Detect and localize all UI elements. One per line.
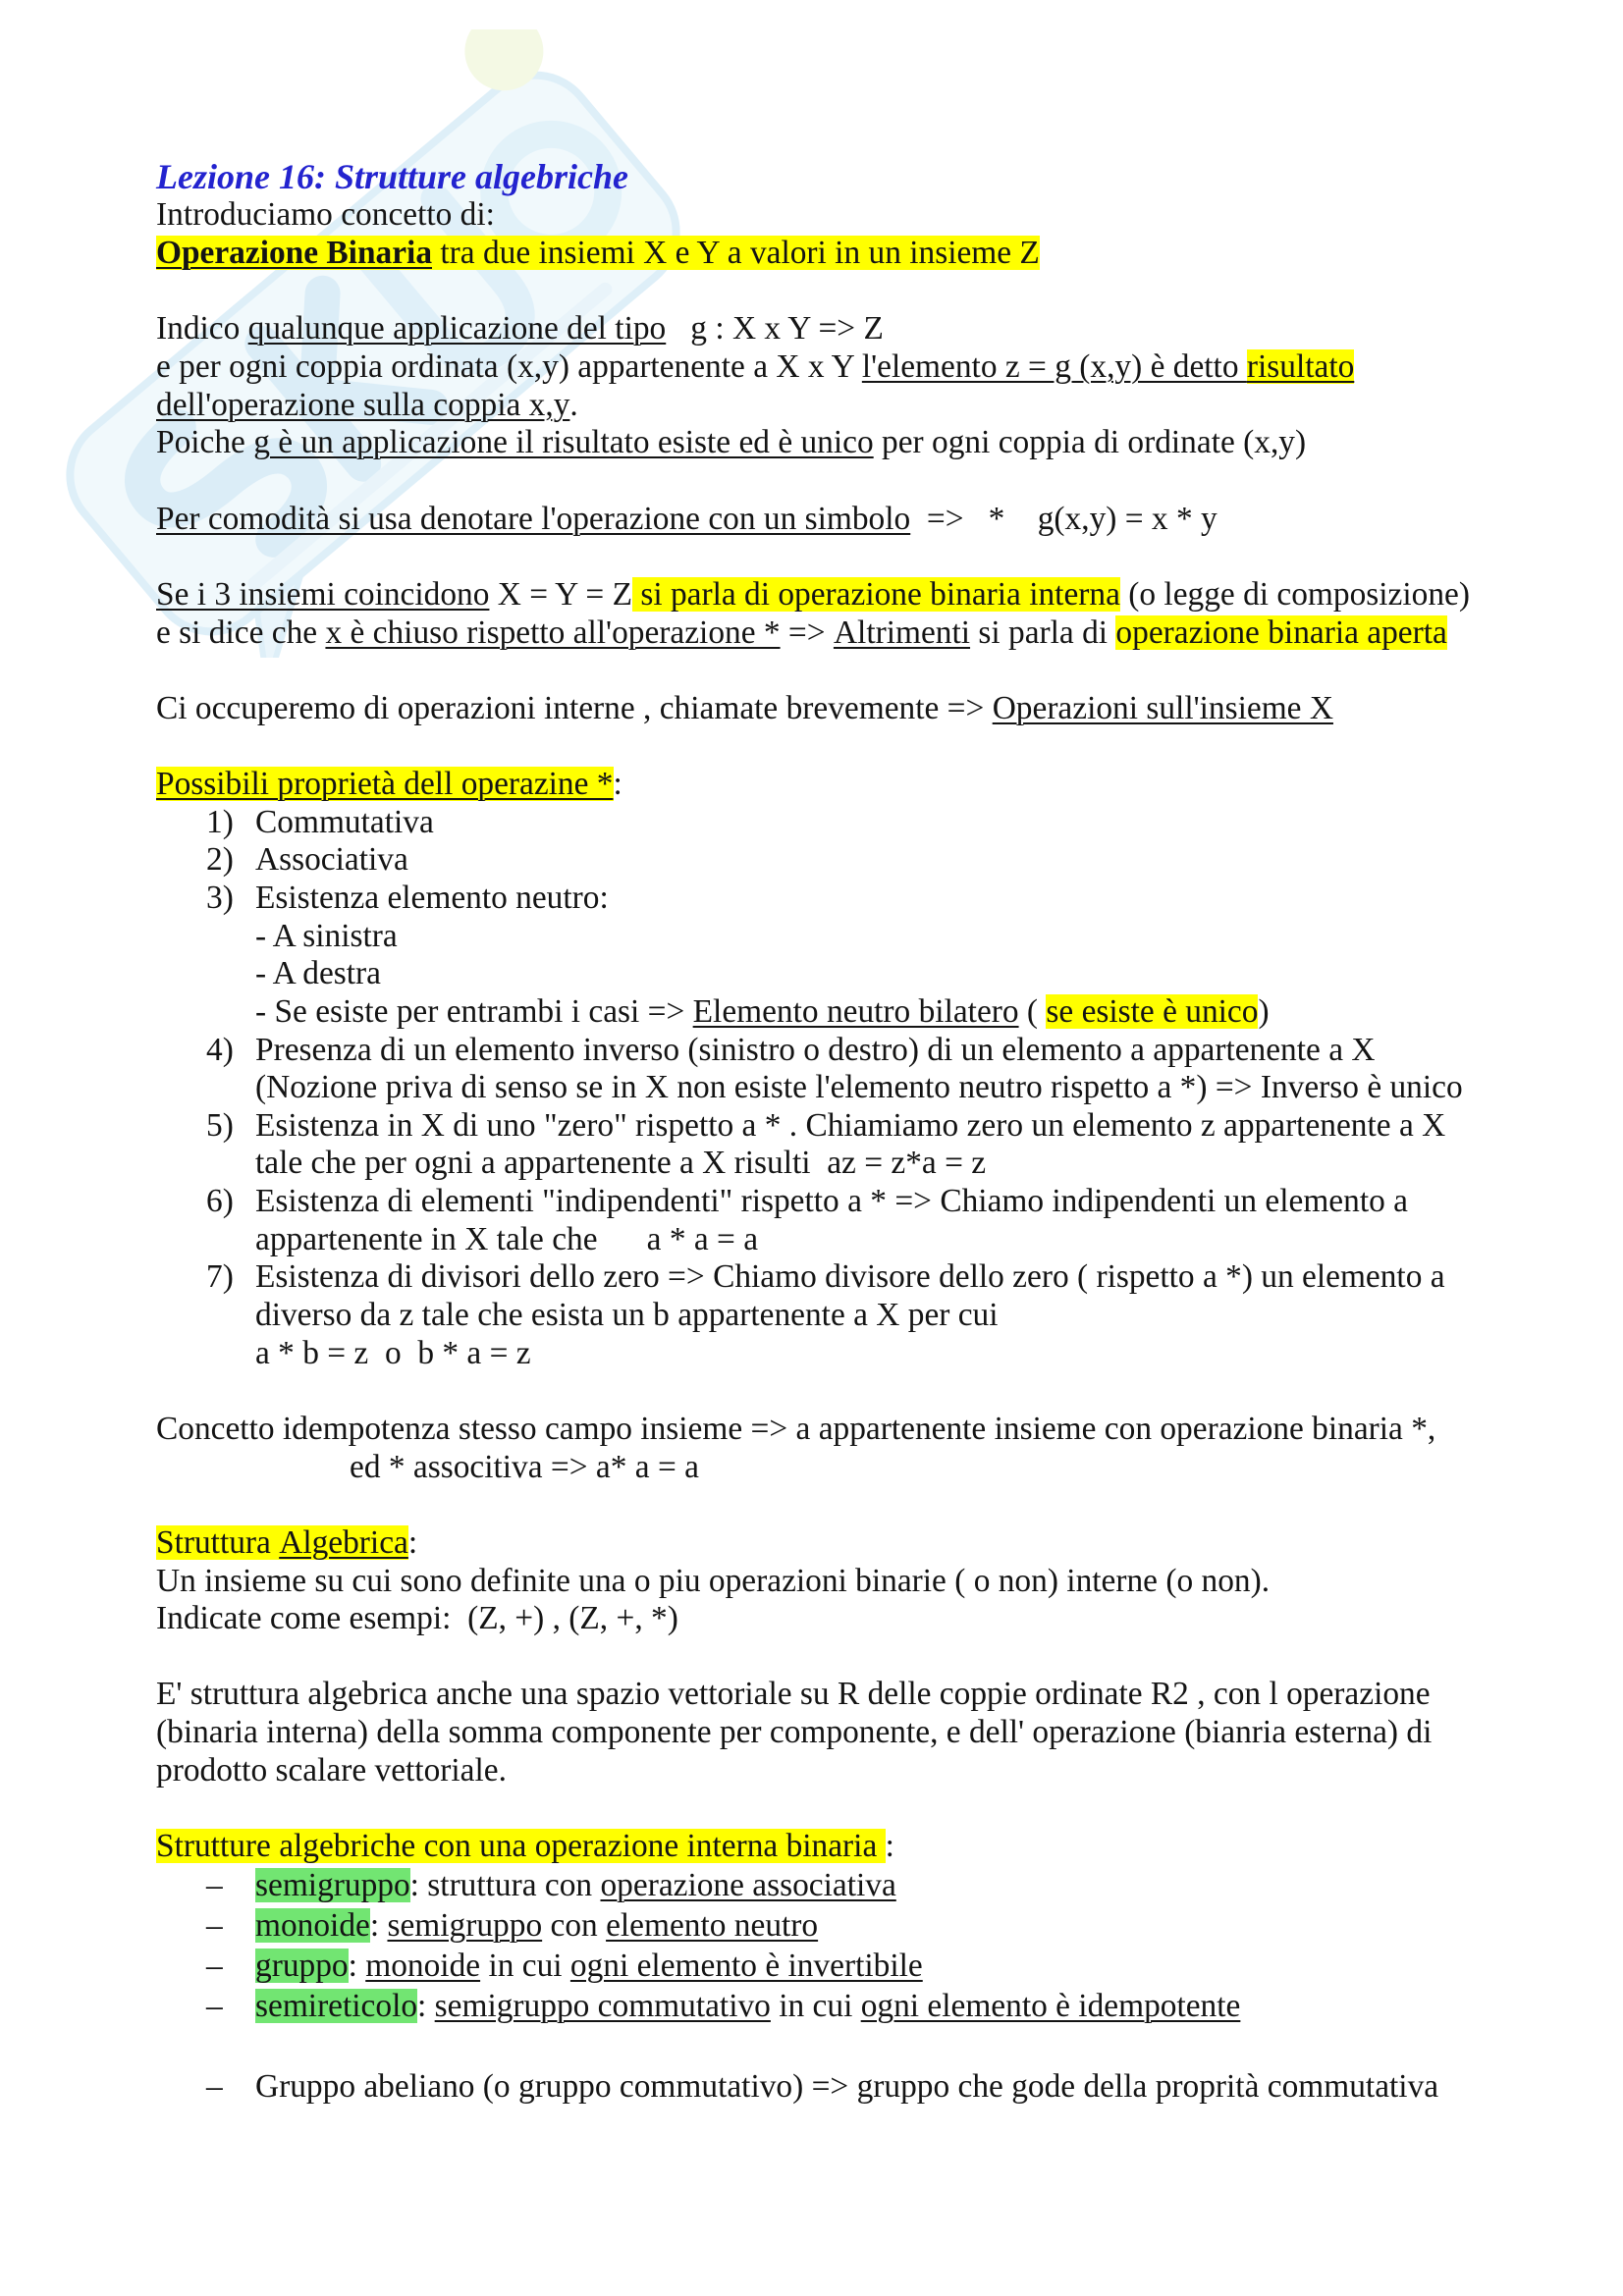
item-text: Esistenza in X di uno "zero" rispetto a * . Chiamiamo zero un elemento z appartenente a X [255,1106,1446,1144]
item-text: Associativa [255,841,408,879]
spacer [156,1372,1470,1411]
internal-text: X = Y = Z [489,575,632,613]
spacer [156,1789,1470,1828]
item-number: 7) [206,1258,234,1296]
property-item-1 [156,803,1470,841]
notation-line [156,500,1470,538]
item-text: Esistenza di elementi "indipendenti" rispetto a * => Chiamo indipendenti un elemento a [255,1183,1408,1220]
bilateral-neutral-term: Elemento neutro bilatero [692,992,1019,1030]
vector-space-line-1 [156,1676,1470,1714]
structure-item-group [156,1946,1470,1986]
structure-emphasis: ogni elemento è invertibile [569,1947,923,1984]
property-item-6 [156,1182,1470,1220]
bullet-dash: – [206,2067,223,2105]
structure-item-semilattice [156,1986,1470,2026]
property-item-3 [156,879,1470,917]
lesson-title: Lezione 16: Strutture algebriche [156,156,629,196]
idempotence-text: Concetto idempotenza stesso campo insieme => a appartenente insieme con operazione binaria *, [156,1410,1436,1447]
item-text: Esistenza di divisori dello zero => Chiamo divisore dello zero ( rispetto a *) un elemento a [255,1258,1445,1296]
bullet-dash: – [206,1947,223,1984]
definition-text: e per ogni coppia ordinata (x,y) appartenente a X x Y [156,348,862,386]
spacer [156,537,1470,575]
paragraph-text: prodotto scalare vettoriale. [156,1751,507,1789]
spacer [156,272,1470,310]
structure-term: gruppo [255,1947,349,1984]
heading-suffix: : [885,1828,894,1864]
algebraic-structure-heading [156,1523,1470,1562]
item-text: (Nozione priva di senso se in X non esiste l'elemento neutro rispetto a *) => Inverso è unico [255,1069,1463,1106]
definition-line-4 [156,423,1470,461]
scope-text: Ci occuperemo di operazioni interne , chiamate brevemente => [156,689,993,726]
item-text: Esistenza elemento neutro: [255,879,609,916]
vector-space-line-2 [156,1713,1470,1751]
algebraic-structure-line-2 [156,1599,1470,1637]
property-continuation [156,1220,1470,1258]
property-continuation [156,1334,1470,1372]
structure-item-monoid [156,1905,1470,1946]
definition-text: . [569,386,578,423]
structure-term: semireticolo [255,1987,418,2024]
property-subitem [156,917,1470,955]
structure-emphasis: ogni elemento è idempotente [860,1987,1241,2024]
internal-text: (o legge di composizione) [1119,575,1470,613]
subitem-text: - A destra [255,955,381,992]
subitem-text: ) [1258,992,1270,1030]
item-number: 5) [206,1106,234,1144]
internal-text: si parla di [970,614,1116,651]
item-text: Presenza di un elemento inverso (sinistro o destro) di un elemento a appartenente a X [255,1031,1376,1068]
paragraph-text: (binaria interna) della somma componente per componente, e dell' operazione (bianria esterna) di [156,1714,1433,1751]
definition-line-2 [156,347,1470,386]
spacer [156,651,1470,689]
internal-operation-term: si parla di operazione binaria interna [631,575,1120,613]
definition-text: per ogni coppia di ordinate (x,y) [873,424,1307,461]
spacer [156,2026,1470,2066]
structure-text: : [348,1947,366,1984]
structure-emphasis: elemento neutro [606,1906,819,1944]
property-continuation [156,1068,1470,1106]
binary-operation-description: tra due insiemi X e Y a valori in un insieme Z [432,235,1040,272]
internal-operation-line-1 [156,575,1470,614]
property-item-2 [156,841,1470,880]
result-term: risultato [1246,348,1355,386]
vector-space-line-3 [156,1751,1470,1789]
title-line [156,158,1470,196]
bullet-dash: – [206,1866,223,1903]
structure-text: in cui [770,1987,861,2024]
notation-formula: => * g(x,y) = x * y [910,500,1217,537]
item-formula: a * b = z o b * a = z [255,1334,531,1371]
definition-text: Poiche [156,424,254,461]
structure-item-semigroup [156,1865,1470,1905]
structure-item-abelian [156,2066,1470,2107]
definition-formula: g : X x Y => Z [666,310,884,347]
document-body [156,158,1470,2107]
item-text: tale che per ogni a appartenente a X risulti az = z*a = z [255,1145,987,1182]
internal-condition: Se i 3 insiemi coincidono [156,575,490,613]
paragraph-text: Indicate come esempi: (Z, +) , (Z, +, *) [156,1600,678,1637]
bullet-dash: – [206,1906,223,1944]
properties-heading-suffix: : [613,766,622,803]
heading-suffix: : [407,1523,418,1561]
structure-emphasis: monoide [365,1947,481,1984]
properties-heading-text: Possibili proprietà dell operazine * [156,766,614,803]
subitem-text: ( [1018,992,1047,1030]
structure-text: : [369,1906,388,1944]
property-subitem [156,954,1470,992]
definition-line-3 [156,386,1470,424]
paragraph-text: E' struttura algebrica anche una spazio vettoriale su R delle coppie ordinate R2 , con l operazione [156,1676,1431,1713]
structure-emphasis: operazione associativa [600,1866,896,1903]
item-number: 3) [206,879,234,916]
property-continuation [156,1296,1470,1334]
item-number: 2) [206,841,234,879]
property-item-5 [156,1106,1470,1145]
internal-text: => [780,614,834,651]
structure-term: monoide [255,1906,370,1944]
structure-text: con [542,1906,607,1944]
scope-emphasis: Operazioni sull'insieme X [992,689,1333,726]
spacer [156,1485,1470,1523]
scope-line [156,689,1470,727]
subitem-text: - A sinistra [255,917,398,954]
paragraph-text: Un insieme su cui sono definite una o piu operazioni binarie ( o non) interne (o non). [156,1562,1271,1599]
otherwise-word: Altrimenti [833,614,971,651]
binary-operation-line [156,234,1470,272]
item-number: 1) [206,803,234,840]
heading-text: Algebrica [279,1523,408,1561]
definition-emphasis: qualunque applicazione del tipo [247,310,667,347]
property-subitem [156,992,1470,1031]
structure-term: semigruppo [255,1866,410,1903]
spacer [156,1637,1470,1676]
structure-emphasis: semigruppo [387,1906,543,1944]
open-operation-term: operazione binaria aperta [1115,614,1447,651]
property-item-7 [156,1258,1470,1297]
single-op-structures-heading [156,1827,1470,1865]
algebraic-structure-line-1 [156,1562,1470,1600]
bullet-dash: – [206,1987,223,2024]
item-number: 6) [206,1183,234,1220]
heading-text: Strutture algebriche con una operazione interna binaria [156,1828,886,1864]
notation-emphasis: Per comodità si usa denotare l'operazione con un simbolo [156,500,911,537]
structure-text: : struttura con [409,1866,601,1903]
structure-text: in cui [480,1947,570,1984]
binary-operation-term: Operazione Binaria [156,235,433,272]
structure-emphasis: semigruppo commutativo [434,1987,771,2024]
intro-line [156,196,1470,235]
item-text: appartenente in X tale che a * a = a [255,1220,759,1257]
item-text: diverso da z tale che esista un b appartenente a X per cui [255,1297,999,1334]
idempotence-line-1 [156,1410,1470,1448]
structure-text: Gruppo abeliano (o gruppo commutativo) => gruppo che gode della proprità commutativa [255,2067,1439,2105]
idempotence-line-2 [156,1448,1470,1486]
item-text: Commutativa [255,803,434,840]
closure-statement: x è chiuso rispetto all'operazione * [325,614,781,651]
item-number: 4) [206,1031,234,1068]
uniqueness-note: se esiste è unico [1046,992,1259,1030]
internal-operation-line-2 [156,614,1470,652]
definition-text: Indico [156,310,248,347]
idempotence-formula: ed * associtiva => a* a = a [350,1448,699,1485]
definition-emphasis: g è un applicazione il risultato esiste ed è unico [253,424,874,461]
property-continuation [156,1145,1470,1183]
definition-line-1 [156,310,1470,348]
properties-heading [156,765,1470,803]
structure-text: : [417,1987,435,2024]
definition-emphasis: l'elemento z = g (x,y) è detto [861,348,1247,386]
spacer [156,461,1470,500]
intro-text: Introduciamo concetto di: [156,196,495,234]
property-item-4 [156,1031,1470,1069]
internal-text: e si dice che [156,614,326,651]
spacer [156,727,1470,766]
definition-emphasis: dell'operazione sulla coppia x,y [156,386,570,423]
heading-text: Struttura [156,1523,280,1561]
subitem-text: - Se esiste per entrambi i casi => [255,992,693,1030]
